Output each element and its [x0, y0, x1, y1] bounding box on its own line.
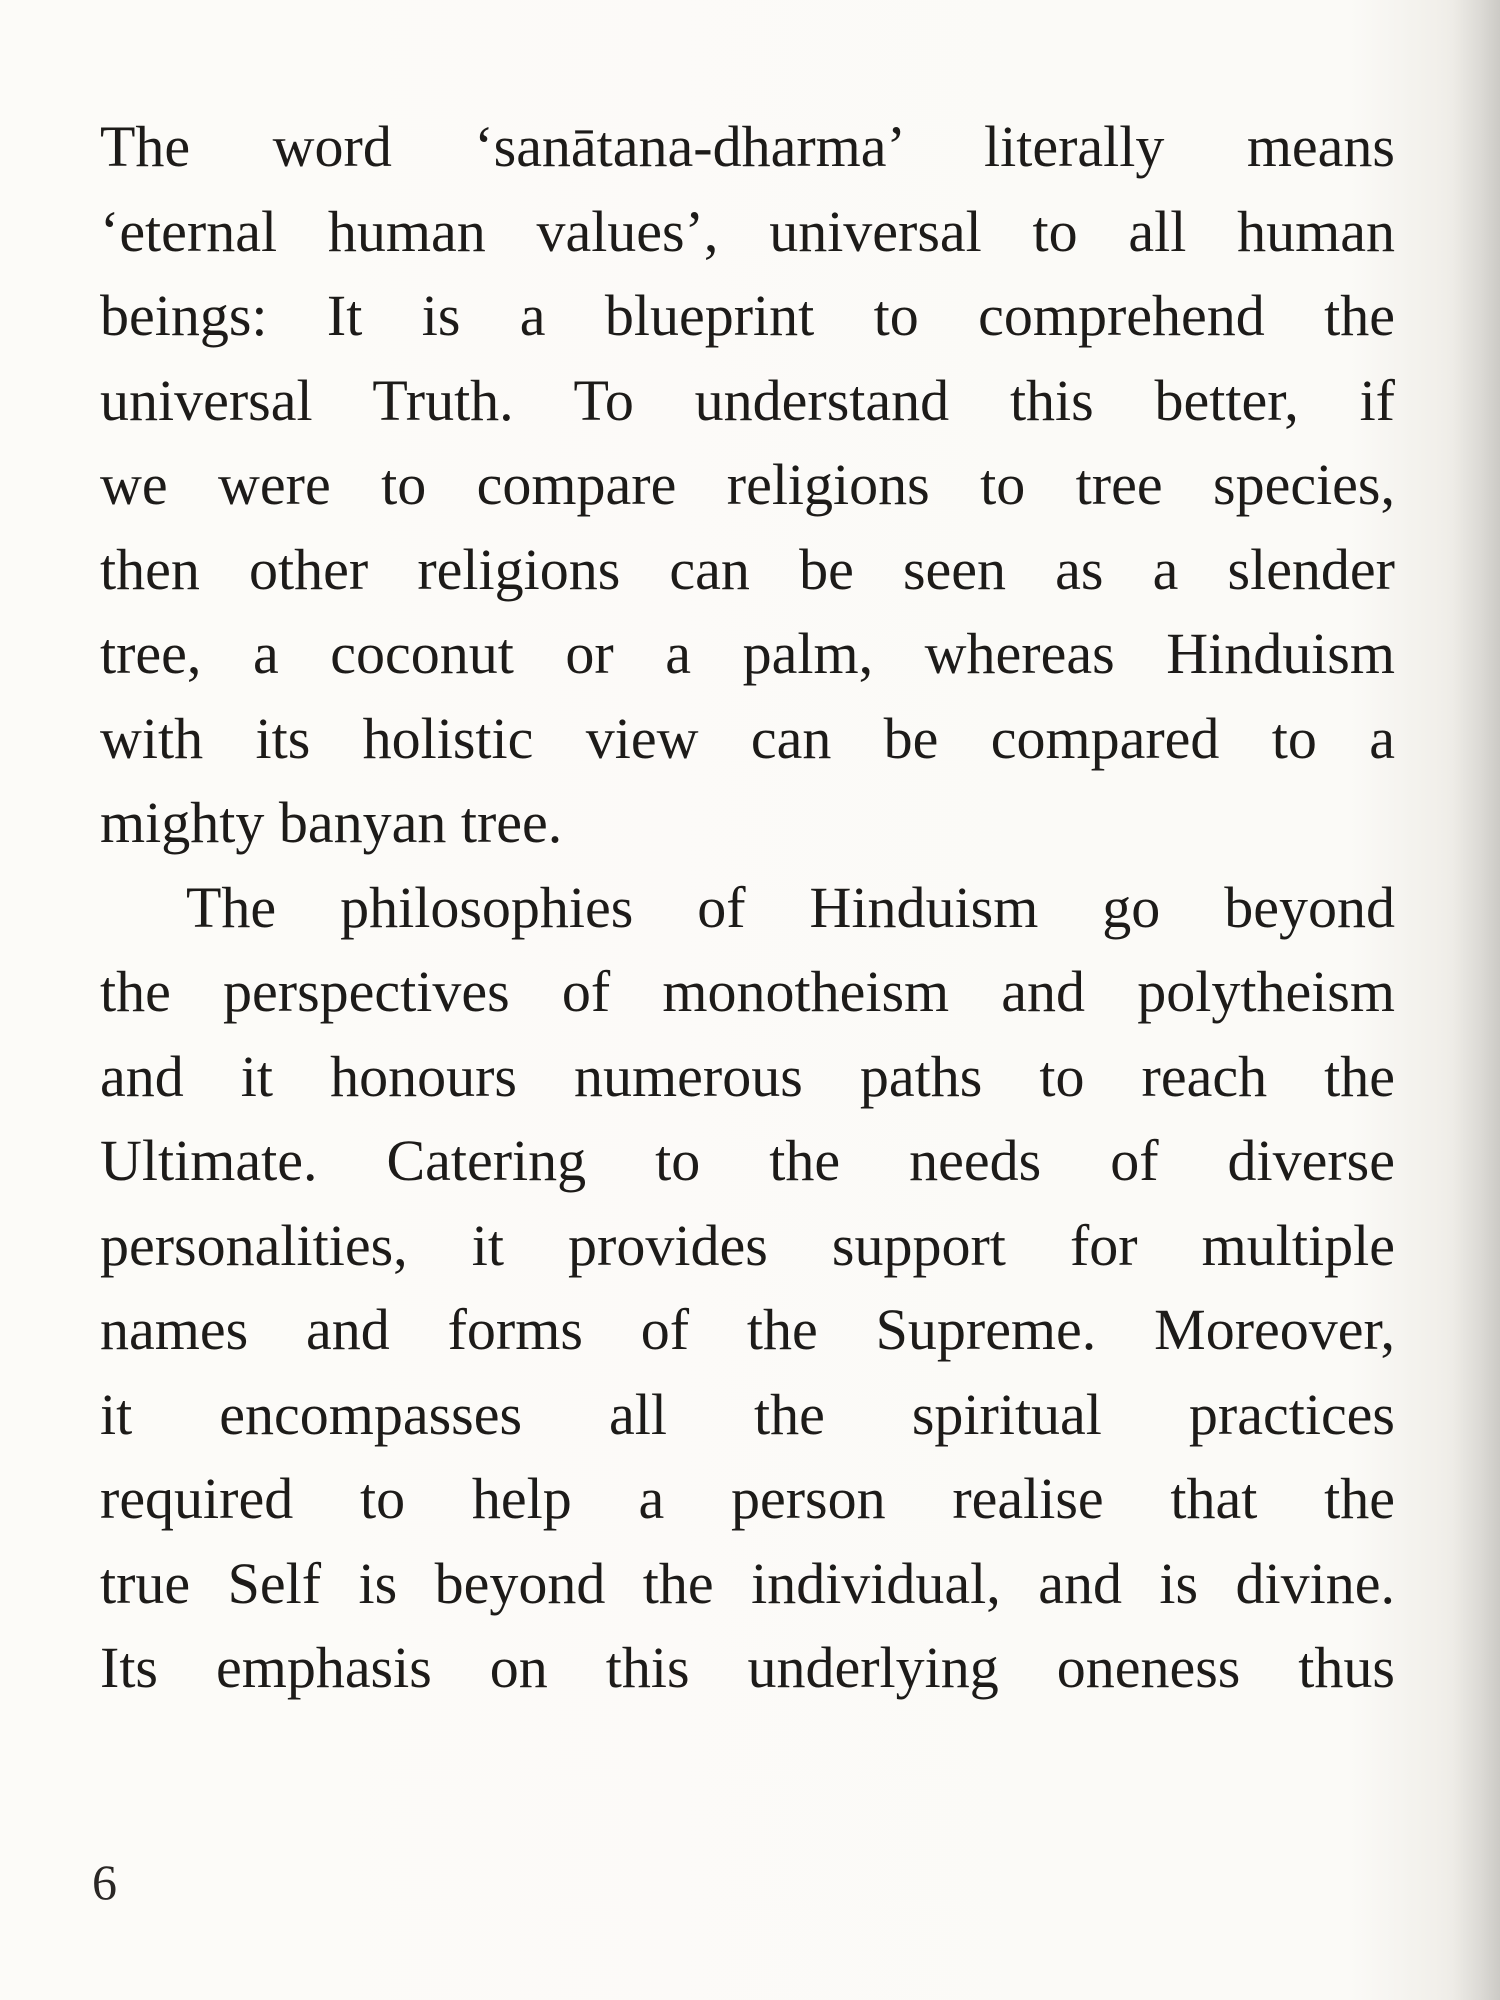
- page-edge-shadow: [1452, 0, 1500, 2000]
- text-line: names and forms of the Supreme. Moreover,: [100, 1297, 1395, 1362]
- page-number: 6: [92, 1854, 117, 1910]
- text-line: personalities, it provides support for multiple: [100, 1212, 1395, 1278]
- paragraph-1: [100, 105, 1395, 866]
- text-line: beings: It is a blueprint to comprehend the: [100, 283, 1395, 348]
- text-line: ‘eternal human values’, universal to all human: [100, 198, 1395, 264]
- text-line: universal Truth. To understand this better, if: [100, 367, 1395, 433]
- body-text: [100, 105, 1395, 1711]
- text-line: tree, a coconut or a palm, whereas Hinduism: [100, 621, 1395, 686]
- text-line: with its holistic view can be compared to a: [100, 705, 1395, 771]
- text-line: The philosophies of Hinduism go beyond: [186, 874, 1395, 940]
- text-line: we were to compare religions to tree species,: [100, 452, 1395, 517]
- text-line: and it honours numerous paths to reach the: [100, 1043, 1395, 1109]
- text-line: the perspectives of monotheism and polytheism: [100, 959, 1395, 1024]
- text-line: The word ‘sanātana-dharma’ literally means: [100, 114, 1395, 179]
- text-line: Ultimate. Catering to the needs of diverse: [100, 1128, 1395, 1193]
- text-line: true Self is beyond the individual, and is divine.: [100, 1550, 1395, 1616]
- text-line: it encompasses all the spiritual practices: [100, 1381, 1395, 1447]
- text-line: then other religions can be seen as a slender: [100, 536, 1395, 602]
- paragraph-2: [100, 866, 1395, 1711]
- text-line: Its emphasis on this underlying oneness thus: [100, 1635, 1395, 1700]
- text-line: mighty banyan tree.: [100, 790, 563, 855]
- text-line: required to help a person realise that the: [100, 1466, 1395, 1531]
